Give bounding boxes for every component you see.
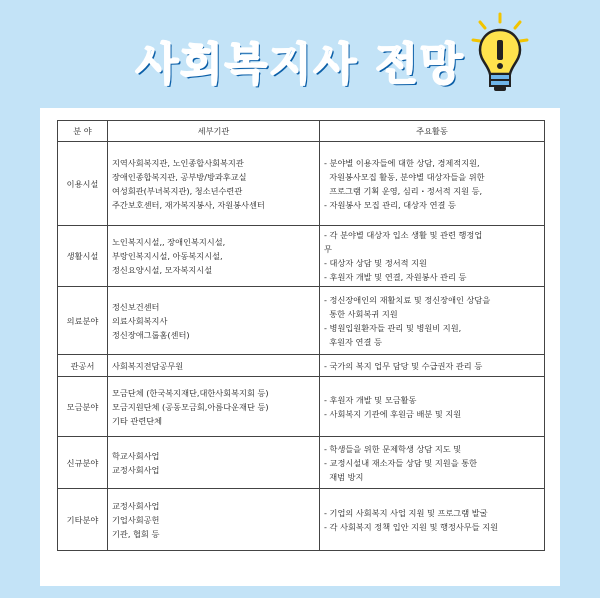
institution-line: 교정사회사업 [112,500,160,511]
table-header-row [58,121,545,142]
institutions-cell [108,355,320,377]
activity-line: 무 [324,244,332,254]
table-row [58,226,545,287]
header-activities: 주요활동 [320,121,545,142]
category-cell: 모금분야 [58,377,108,437]
activities-cell [320,355,545,377]
document-card [40,108,560,586]
institution-line: 여성회관(부녀복지관), 청소년수련관 [112,185,243,196]
page-title: 사회복지사 전망 [135,39,465,90]
header-institutions: 세부기관 [108,121,320,142]
institution-line: 기타 관련단체 [112,415,163,426]
institution-line: 지역사회복지관, 노인종합사회복지관 [112,157,244,168]
activity-line: - 기업의 사회복지 사업 지원 및 프로그램 발굴 [324,507,488,518]
category-cell: 신규분야 [58,437,108,489]
activity-line: 재범 방지 [324,471,364,482]
activities-cell [320,287,545,355]
institution-line: 의료사회복지사 [112,315,168,326]
activities-cell [320,437,545,489]
table-row [58,287,545,355]
table-row [58,437,545,489]
category-cell: 관공서 [58,355,108,377]
institutions-cell [108,437,320,489]
table-row [58,377,545,437]
activity-line: - 분야별 이용자들에 대한 상담, 경제적지원, [324,157,480,168]
institution-line: 학교사회사업 [112,450,160,461]
institution-line: 노인복지시설,, 장애인복지시설, [112,237,226,247]
institution-line: 주간보호센터, 재가복지봉사, 자원봉사센터 [112,199,265,210]
careers-table [57,120,545,551]
institution-line: 교정사회사업 [112,464,160,475]
activity-line: 프로그램 기획 운영, 심리・정서적 지원 등, [324,185,483,196]
table-row [58,355,545,377]
activity-line: - 정신장애인의 재활치료 및 정신장애인 상담을 [324,294,491,305]
activity-line: 자원봉사모집 활동, 분야별 대상자들을 위한 [324,171,485,182]
institution-line: 기관, 협회 등 [112,528,160,539]
institution-line: 정신보건센터 [112,301,160,312]
activity-line: - 각 사회복지 정책 입안 지원 및 행정사무들 지원 [324,521,499,532]
activity-line: 후원자 연결 등 [324,336,382,347]
institution-line: 정신요양시설, 모자복지시설 [112,265,213,275]
header-category: 분 야 [58,121,108,142]
activity-line: - 교정시설내 재소자들 상담 및 지원을 통한 [324,457,478,468]
table-row [58,489,545,551]
activity-line: - 병원입원환자들 관리 및 병원비 지원, [324,322,462,333]
category-cell: 의료분야 [58,287,108,355]
category-cell: 이용시설 [58,142,108,226]
activities-cell [320,377,545,437]
institutions-cell [108,377,320,437]
table-row [58,142,545,226]
institution-line: 부랑인복지시설, 아동복지시설, [112,251,223,261]
institution-line: 장애인종합복지관, 공부방/방과후교실 [112,171,247,182]
activity-line: 통한 사회복귀 지원 [324,308,398,319]
activities-cell [320,226,545,287]
institution-line: 기업사회공헌 [112,514,160,525]
category-cell: 기타분야 [58,489,108,551]
activity-line: - 각 분야별 대상자 입소 생활 및 관련 행정업 [324,230,483,240]
activity-line: - 후원자 개발 및 연결, 자원봉사 관리 등 [324,272,467,282]
activities-cell [320,489,545,551]
activity-line: - 학생들을 위한 문제학생 상담 지도 및 [324,443,462,454]
category-cell: 생활시설 [58,226,108,287]
institutions-cell [108,142,320,226]
institutions-cell [108,489,320,551]
institution-line: 모금지원단체 (공동모금회,아름다운재단 등) [112,401,269,412]
activity-line: - 자원봉사 모집 관리, 대상자 연결 등 [324,199,456,210]
lightbulb-icon [470,10,530,100]
activities-cell [320,142,545,226]
institutions-cell [108,226,320,287]
institution-line: 정신장애그룹홈(센터) [112,329,190,340]
activity-line: - 국가의 복지 업무 담당 및 수급권자 관리 등 [324,360,483,371]
activity-line: - 대상자 상담 및 정서적 지원 [324,258,427,268]
activity-line: - 후원자 개발 및 모금활동 [324,394,417,405]
institution-line: 모금단체 (한국복지재단,대한사회복지회 등) [112,387,269,398]
institution-line: 사회복지전담공무원 [112,360,184,371]
institutions-cell [108,287,320,355]
activity-line: - 사회복지 기관에 후원금 배분 및 지원 [324,408,462,419]
